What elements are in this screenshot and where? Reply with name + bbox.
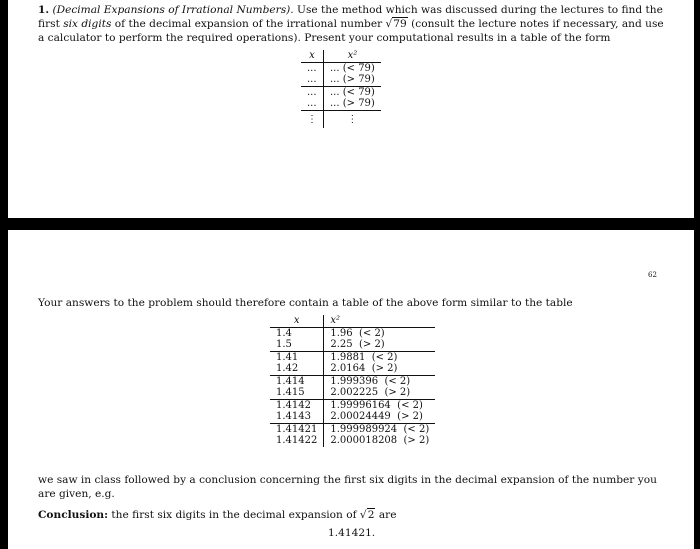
table-row: 1.41421 1.999989924 (< 2) [270,423,435,435]
template-cell-x2: ... (> 79) [324,74,381,86]
table-row: 1.41422 2.000018208 (> 2) [270,435,435,447]
table-row: 1.4142 1.99996164 (< 2) [270,399,435,411]
template-ellipsis-x2: ⋮ [324,110,381,128]
table-row: 1.4143 2.00024449 (> 2) [270,411,435,423]
table-row: 1.4 1.96 (< 2) [270,327,435,339]
page-1 [8,0,694,218]
template-header-x2: x² [324,50,381,62]
conclusion-value: 1.41421. [328,527,376,539]
table-row [301,98,381,110]
problem-number: 1. [38,4,50,16]
table-row [301,74,381,86]
problem-statement [38,3,670,45]
radicand-79: 79 [393,18,407,30]
problem-text-a: Use the method which was discussed during the lectures to find the first [38,4,663,30]
conclusion-label: Conclusion: [38,509,109,521]
problem-text-d: (consult the lecture notes if necessary, and use a calculator [38,18,664,44]
template-cell-x2: ... (< 79) [324,86,381,98]
table-row [301,62,381,74]
page-number: 62 [648,271,657,279]
problem-text-e: to perform the required operations). Present your computational results in a table of the form [104,32,611,44]
table-row [301,110,381,128]
example-header-x2: x² [324,315,435,327]
template-header-x: x [309,50,315,61]
table-row: 1.41 1.9881 (< 2) [270,351,435,363]
example-table [270,315,435,447]
problem-title: (Decimal Expansions of Irrational Numbers). [52,4,294,16]
table-row: 1.415 2.002225 (> 2) [270,387,435,399]
template-cell-x: ... [301,86,324,98]
table-row [301,86,381,98]
conclusion-verb: are [378,509,397,521]
template-cell-x: ... [307,74,317,85]
sqrt-2: √2 [359,509,375,521]
table-row: 1.5 2.25 (> 2) [270,339,435,351]
intro-text: Your answers to the problem should therefore contain a table of the above form similar to the table [38,297,573,309]
after-table-text: we saw in class followed by a conclusion concerning the first six digits in the decimal expansion of the number you are given, e.g. [38,474,657,500]
template-cell-x2: ... (< 79) [324,62,381,74]
template-cell-x2: ... (> 79) [324,98,381,110]
conclusion [38,508,668,522]
example-header-x: x [293,315,300,326]
table-row: 1.42 2.0164 (> 2) [270,363,435,375]
template-ellipsis-x: ⋮ [301,110,324,128]
sqrt-79: √79 [385,18,407,30]
radicand-2: 2 [367,509,375,521]
table-row: 1.414 1.999396 (< 2) [270,375,435,387]
template-table [301,50,381,128]
problem-text-b: six digits [63,18,112,30]
template-cell-x: ... [301,62,324,74]
problem-text-c: of the decimal expansion of the irrational number [114,18,383,30]
conclusion-text: the first six digits in the decimal expansion of [111,509,357,521]
template-cell-x: ... [307,98,317,109]
page-2 [8,230,694,549]
